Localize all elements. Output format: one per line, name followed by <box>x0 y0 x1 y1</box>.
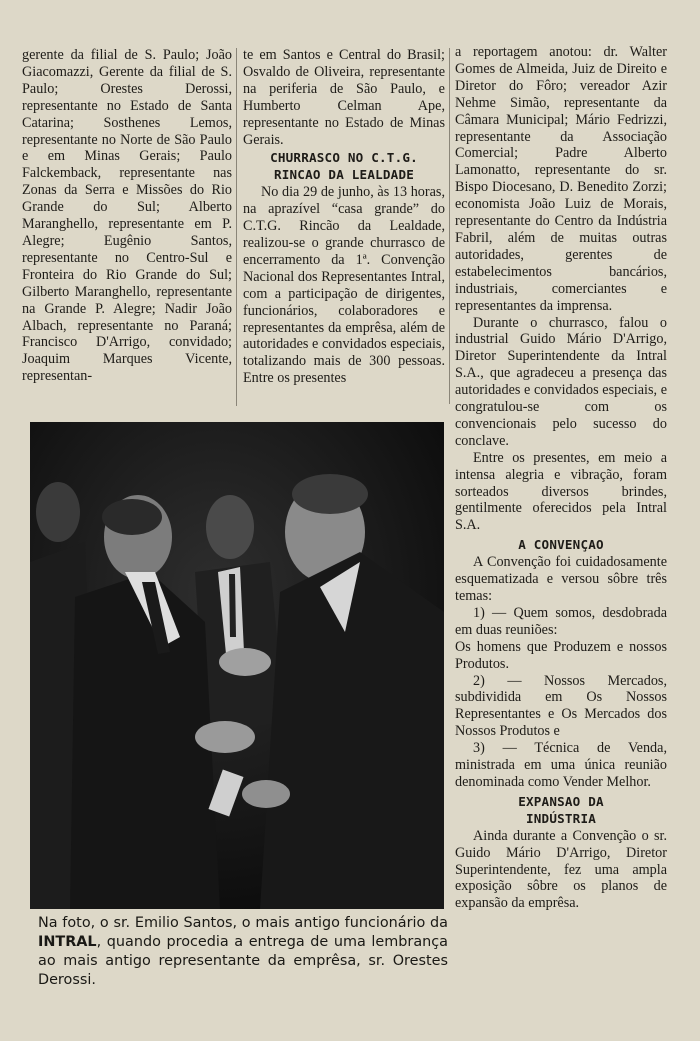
section-heading-convencao: A CONVENÇAO <box>518 537 604 553</box>
column-1-text: gerente da filial de S. Paulo; João Giacomazzi, Gerente da filial de S. Paulo; Orestes Derossi, representante no Estado de Santa Catarina; Sosthenes Lemos, representante no Norte de São Paulo e em Minas Gerais; Paulo Falckemback, representante nas Zonas da Serra e Missões do Rio Grande do Sul; Alberto Maranghello, representante em P. Alegre; Eugênio Santos, representante no Centro-Sul e Fronteira do Rio Grande do Sul; Gilberto Maranghello, representante na Grande P. Alegre; Nadir João Albach, representante no Paraná; Francisco D'Arrigo, convidado; Joaquim Marques Vicente, representan- <box>22 47 232 385</box>
heading-line: CHURRASCO NO C.T.G. <box>270 150 418 166</box>
list-item-continuation: Os homens que Produzem e nossos Produtos. <box>455 638 667 672</box>
caption-company-name: INTRAL <box>38 934 97 950</box>
column-2-body: No dia 29 de junho, às 13 horas, na aprazível “casa grande” do C.T.G. Rincão da Lealdade, realizou-se o grande churrasco de encerramento da 1ª. Convenção Nacional dos Representantes Intral, com a participação de dirigentes, funcionários, colaboradores e representantes da emprêsa, além de autoridades e convidados especiais, totalizando mais de 300 pessoas. Entre os presentes <box>243 184 445 387</box>
list-item: 2) — Nossos Mercados, subdividida em Os Nossos Representantes e Os Mercados dos Nossos Produtos e <box>455 672 667 740</box>
column-divider <box>449 48 450 404</box>
article-column-1 <box>22 47 232 385</box>
photo-illustration <box>30 422 444 909</box>
heading-line: EXPANSAO DA <box>518 793 604 809</box>
heading-line: RINCAO DA LEALDADE <box>273 167 415 183</box>
column-2-intro: te em Santos e Central do Brasil; Osvaldo de Oliveira, representante na periferia de São Paulo, e Humberto Celman Ape, representante no Estado de Minas Gerais. <box>243 47 445 148</box>
list-item: 1) — Quem somos, desdobrada em duas reuniões: <box>455 604 667 638</box>
caption-text: , quando procedia a entrega de uma lembrança ao mais antigo representante da emprêsa, sr. Orestes Derossi. <box>38 934 448 988</box>
heading-line: INDÚSTRIA <box>525 810 597 826</box>
paragraph: Durante o churrasco, falou o industrial Guido Mário D'Arrigo, Diretor Superintendente da Intral S.A., que agradeceu a presença das autoridades e convidados especiais, e congratulou-se com os convencionais pelo sucesso do conclave. <box>455 314 667 449</box>
paragraph: Ainda durante a Convenção o sr. Guido Mário D'Arrigo, Diretor Superintendente, fez uma ampla exposição sôbre os planos de expansão da emprêsa. <box>455 827 667 912</box>
section-heading-expansao <box>455 794 667 828</box>
paragraph: Entre os presentes, em meio a intensa alegria e vibração, foram sorteados diversos brindes, gentilmente oferecidos pela Intral S.A. <box>455 449 667 534</box>
paragraph: A Convenção foi cuidadosamente esquematizada e versou sôbre três temas: <box>455 554 667 604</box>
news-photo <box>30 422 444 909</box>
caption-text: Na foto, o sr. Emilio Santos, o mais antigo funcionário da <box>38 915 448 931</box>
article-column-2 <box>243 47 445 387</box>
section-heading-churrasco <box>243 150 445 184</box>
article-column-3 <box>455 44 667 912</box>
column-divider <box>236 48 237 406</box>
photo-caption <box>38 914 448 990</box>
list-item: 3) — Técnica de Venda, ministrada em uma única reunião denominada como Vender Melhor. <box>455 740 667 790</box>
paragraph: a reportagem anotou: dr. Walter Gomes de Almeida, Juiz de Direito e Diretor do Fôro; vereador Azir Nehme Simão, representante da Câmara Municipal; Mário Fedrizzi, representante da Associação Comercial; Padre Alberto Lamonatto, representante do sr. Bispo Diocesano, D. Benedito Zorzi; economista João Luiz de Morais, representante do Centro da Indústria Fabril, além de muitas outras autoridades, gerentes de estabelecimentos bancários, industriais, comerciantes e representantes da imprensa. <box>455 44 667 314</box>
